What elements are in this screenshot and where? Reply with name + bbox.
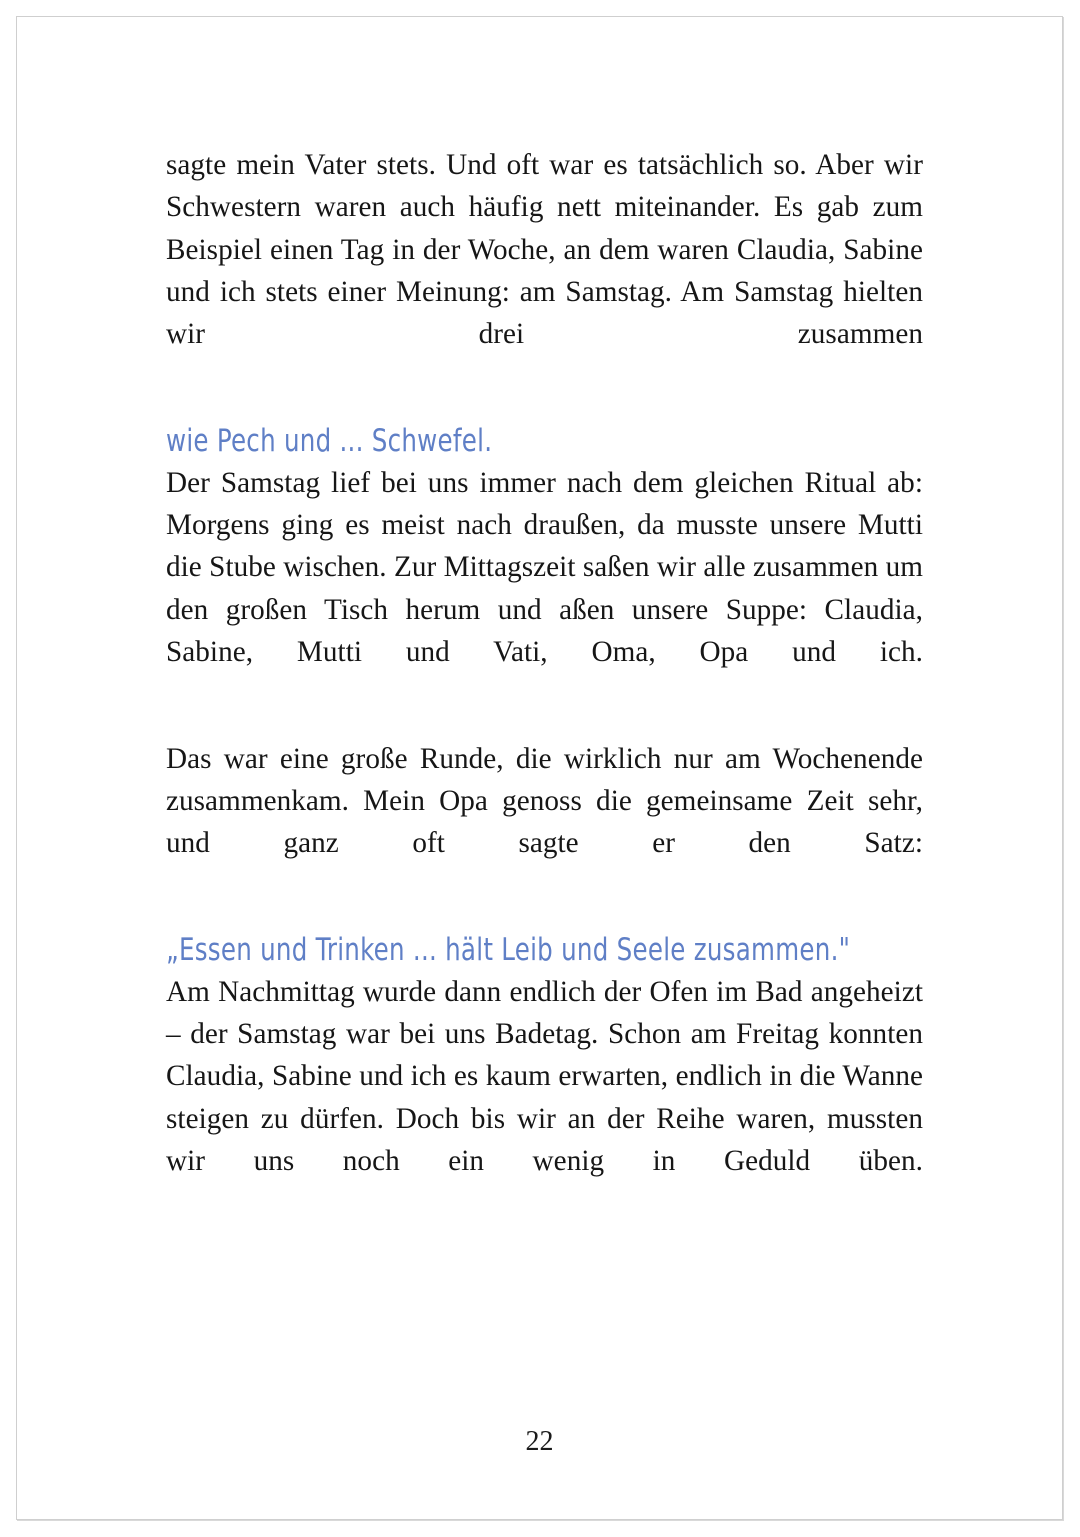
body-paragraph: sagte mein Vater stets. Und oft war es tatsächlich so. Aber wir Schwestern waren auch häufig nett miteinander. Es gab zum Beispiel einen Tag in der Woche, an dem waren Claudia, Sabine und ich stets einer Meinung: am Samstag. Am Samstag hielten wir drei zusammen (166, 149, 923, 351)
body-paragraph: Der Samstag lief bei uns immer nach dem gleichen Ritual ab: Morgens ging es meist nach draußen, da musste unsere Mutti die Stube wischen. Zur Mittagszeit saßen wir alle zusammen um den großen Tisch herum und aßen unsere Suppe: Claudia, Sabine, Mutti und Vati, Oma, Opa und ich. (166, 466, 923, 668)
handwritten-quote: wie Pech und ... Schwefel. (166, 422, 493, 459)
handwritten-quote: „Essen und Trinken ... hält Leib und Seele zusammen." (166, 931, 851, 968)
body-paragraph: Das war eine große Runde, die wirklich nur am Wochenende zusammenkam. Mein Opa genoss die gemeinsame Zeit sehr, und ganz oft sagte er den Satz: (166, 742, 923, 860)
body-paragraph: Am Nachmittag wurde dann endlich der Ofen im Bad angeheizt – der Samstag war bei uns Badetag. Schon am Freitag konnten Claudia, Sabine und ich es kaum erwarten, endlich in die Wanne steigen zu dürfen. Doch bis wir an der Reihe waren, mussten wir uns noch ein wenig in Geduld üben. (166, 975, 923, 1177)
book-page (16, 16, 1063, 1520)
text-column (166, 144, 923, 1225)
page-number: 22 (525, 1426, 554, 1457)
